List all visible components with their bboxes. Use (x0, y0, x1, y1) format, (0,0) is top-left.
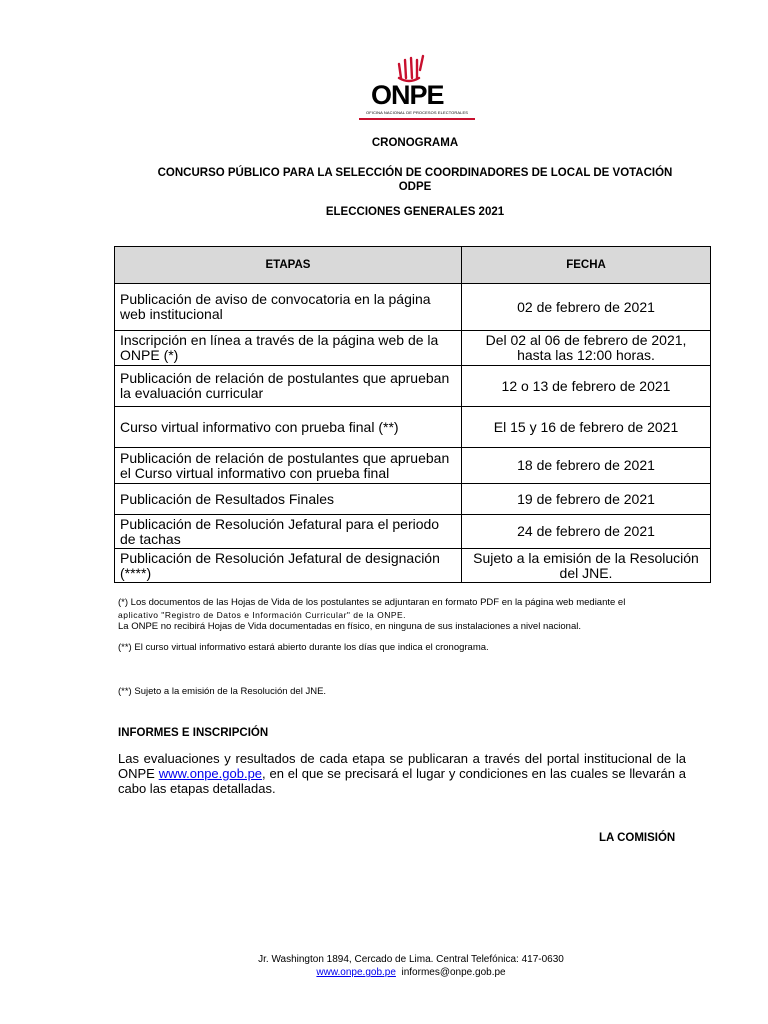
election-title: ELECCIONES GENERALES 2021 (325, 206, 505, 218)
table-row (115, 407, 711, 448)
fecha-cell: El 15 y 16 de febrero de 2021 (462, 407, 711, 448)
table-row (115, 448, 711, 484)
table-header-row (115, 247, 711, 284)
informes-text-before: Las evaluaciones y resultados de cada etapa se publicaran a través del portal institucional de la ONPE (118, 751, 686, 781)
logo-subtitle: OFICINA NACIONAL DE PROCESOS ELECTORALES (365, 110, 469, 115)
footnote-1-line2: aplicativo "Registro de Datos e Información Curricular" de la ONPE. (118, 610, 407, 620)
etapa-cell: Publicación de relación de postulantes que aprueban el Curso virtual informativo con prueba final (115, 448, 462, 484)
column-header-fecha: FECHA (462, 247, 711, 284)
footer-contact (0, 967, 768, 978)
informes-paragraph (118, 751, 686, 796)
footer-email: informes@onpe.gob.pe (401, 967, 506, 978)
table-row (115, 484, 711, 515)
onpe-logo (357, 50, 477, 122)
fecha-cell: Del 02 al 06 de febrero de 2021, hasta las 12:00 horas. (462, 331, 711, 366)
schedule-table (114, 246, 711, 583)
footer-address: Jr. Washington 1894, Cercado de Lima. Central Telefónica: 417-0630 (258, 954, 564, 965)
informes-text-after: , en el que se precisará el lugar y condiciones en las cuales se llevarán a cabo las etapas detalladas. (118, 766, 686, 796)
footnote-1 (118, 597, 625, 633)
column-header-etapas: ETAPAS (115, 247, 462, 284)
logo-word: ONPE (371, 80, 444, 110)
logo-hand-icon (357, 50, 477, 84)
table-row (115, 331, 711, 366)
footnote-2: (**) El curso virtual informativo estará abierto durante los días que indica el cronograma. (118, 642, 489, 653)
onpe-website-link[interactable]: www.onpe.gob.pe (158, 766, 263, 781)
contest-title-line2: ODPE (398, 181, 432, 193)
etapa-cell: Publicación de Resolución Jefatural para el periodo de tachas (115, 515, 462, 549)
logo-rule (359, 118, 475, 120)
table-row (115, 366, 711, 407)
document-title: CRONOGRAMA (371, 137, 459, 149)
fecha-cell: 18 de febrero de 2021 (462, 448, 711, 484)
fecha-cell: 02 de febrero de 2021 (462, 284, 711, 331)
etapa-cell: Publicación de relación de postulantes que aprueban la evaluación curricular (115, 366, 462, 407)
table-row (115, 549, 711, 583)
footer-website-link[interactable]: www.onpe.gob.pe (316, 967, 396, 978)
fecha-cell: 24 de febrero de 2021 (462, 515, 711, 549)
signature: LA COMISIÓN (599, 832, 676, 844)
footnote-3: (**) Sujeto a la emisión de la Resolución del JNE. (118, 686, 327, 697)
footnote-1-line3: La ONPE no recibirá Hojas de Vida documentadas en físico, en ninguna de sus instalaciones a nivel nacional. (118, 621, 581, 632)
table-row (115, 284, 711, 331)
etapa-cell: Publicación de Resolución Jefatural de designación (****) (115, 549, 462, 583)
etapa-cell: Publicación de Resultados Finales (115, 484, 462, 515)
informes-heading: INFORMES E INSCRIPCIÓN (118, 727, 269, 739)
fecha-cell: 19 de febrero de 2021 (462, 484, 711, 515)
contest-title-line1: CONCURSO PÚBLICO PARA LA SELECCIÓN DE COORDINADORES DE LOCAL DE VOTACIÓN (157, 167, 673, 179)
footnote-1-line1: (*) Los documentos de las Hojas de Vida de los postulantes se adjuntaran en formato PDF en la página web mediante el (118, 597, 626, 608)
fecha-cell: Sujeto a la emisión de la Resolución del JNE. (462, 549, 711, 583)
table-row (115, 515, 711, 549)
fecha-cell: 12 o 13 de febrero de 2021 (462, 366, 711, 407)
etapa-cell: Inscripción en línea a través de la página web de la ONPE (*) (115, 331, 462, 366)
etapa-cell: Curso virtual informativo con prueba final (**) (115, 407, 462, 448)
etapa-cell: Publicación de aviso de convocatoria en la página web institucional (115, 284, 462, 331)
